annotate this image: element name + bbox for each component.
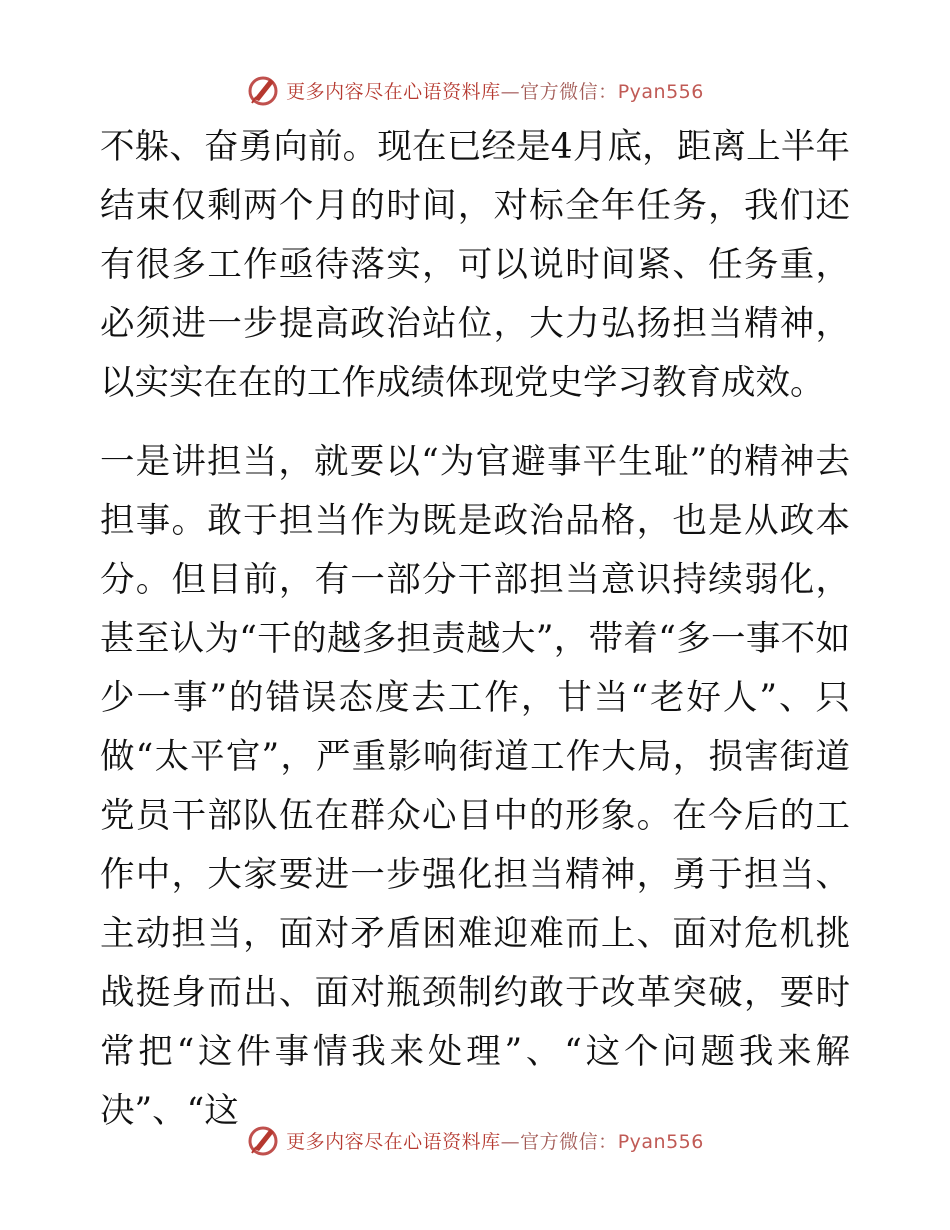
watermark-separator: —: [500, 1130, 521, 1153]
watermark-wechat-label: 官方微信：: [520, 1130, 618, 1153]
paragraph: 不躲、奋勇向前。现在已经是4月底，距离上半年结束仅剩两个月的时间，对标全年任务，我们还有很多工作亟待落实，可以说时间紧、任务重，必须进一步提高政治站位，大力弘扬担当精神，以实实在在的工作成绩体现党史学习教育成效。: [100, 127, 850, 403]
watermark-site-text: 更多内容尽在心语资料库: [286, 1130, 501, 1153]
watermark-wechat-id: Pyan556: [617, 1130, 704, 1153]
watermark-text: [286, 1127, 704, 1154]
watermark-separator: —: [500, 80, 521, 103]
watermark-wechat-label: 官方微信：: [520, 80, 618, 103]
watermark-header: [0, 70, 950, 110]
watermark-footer: [0, 1120, 950, 1160]
paragraph: 一是讲担当，就要以“为官避事平生耻”的精神去担事。敢于担当作为既是政治品格，也是从政本分。但目前，有一部分干部担当意识持续弱化，甚至认为“干的越多担责越大”，带着“多一事不如少一事”的错误态度去工作，甘当“老好人”、只做“太平官”，严重影响街道工作大局，损害街道党员干部队伍在群众心目中的形象。在今后的工作中，大家要进一步强化担当精神，勇于担当、主动担当，面对矛盾困难迎难而上、面对危机挑战挺身而出、面对瓶颈制约敢于改革突破，要时常把“这件事情我来处理”、“这个问题我来解决”、“这: [100, 442, 850, 1131]
quill-pen-logo-icon: [246, 1123, 280, 1157]
watermark-site-text: 更多内容尽在心语资料库: [286, 80, 501, 103]
quill-pen-logo-icon: [246, 73, 280, 107]
watermark-text: [286, 77, 704, 104]
document-body: [100, 118, 850, 1141]
watermark-wechat-id: Pyan556: [617, 80, 704, 103]
